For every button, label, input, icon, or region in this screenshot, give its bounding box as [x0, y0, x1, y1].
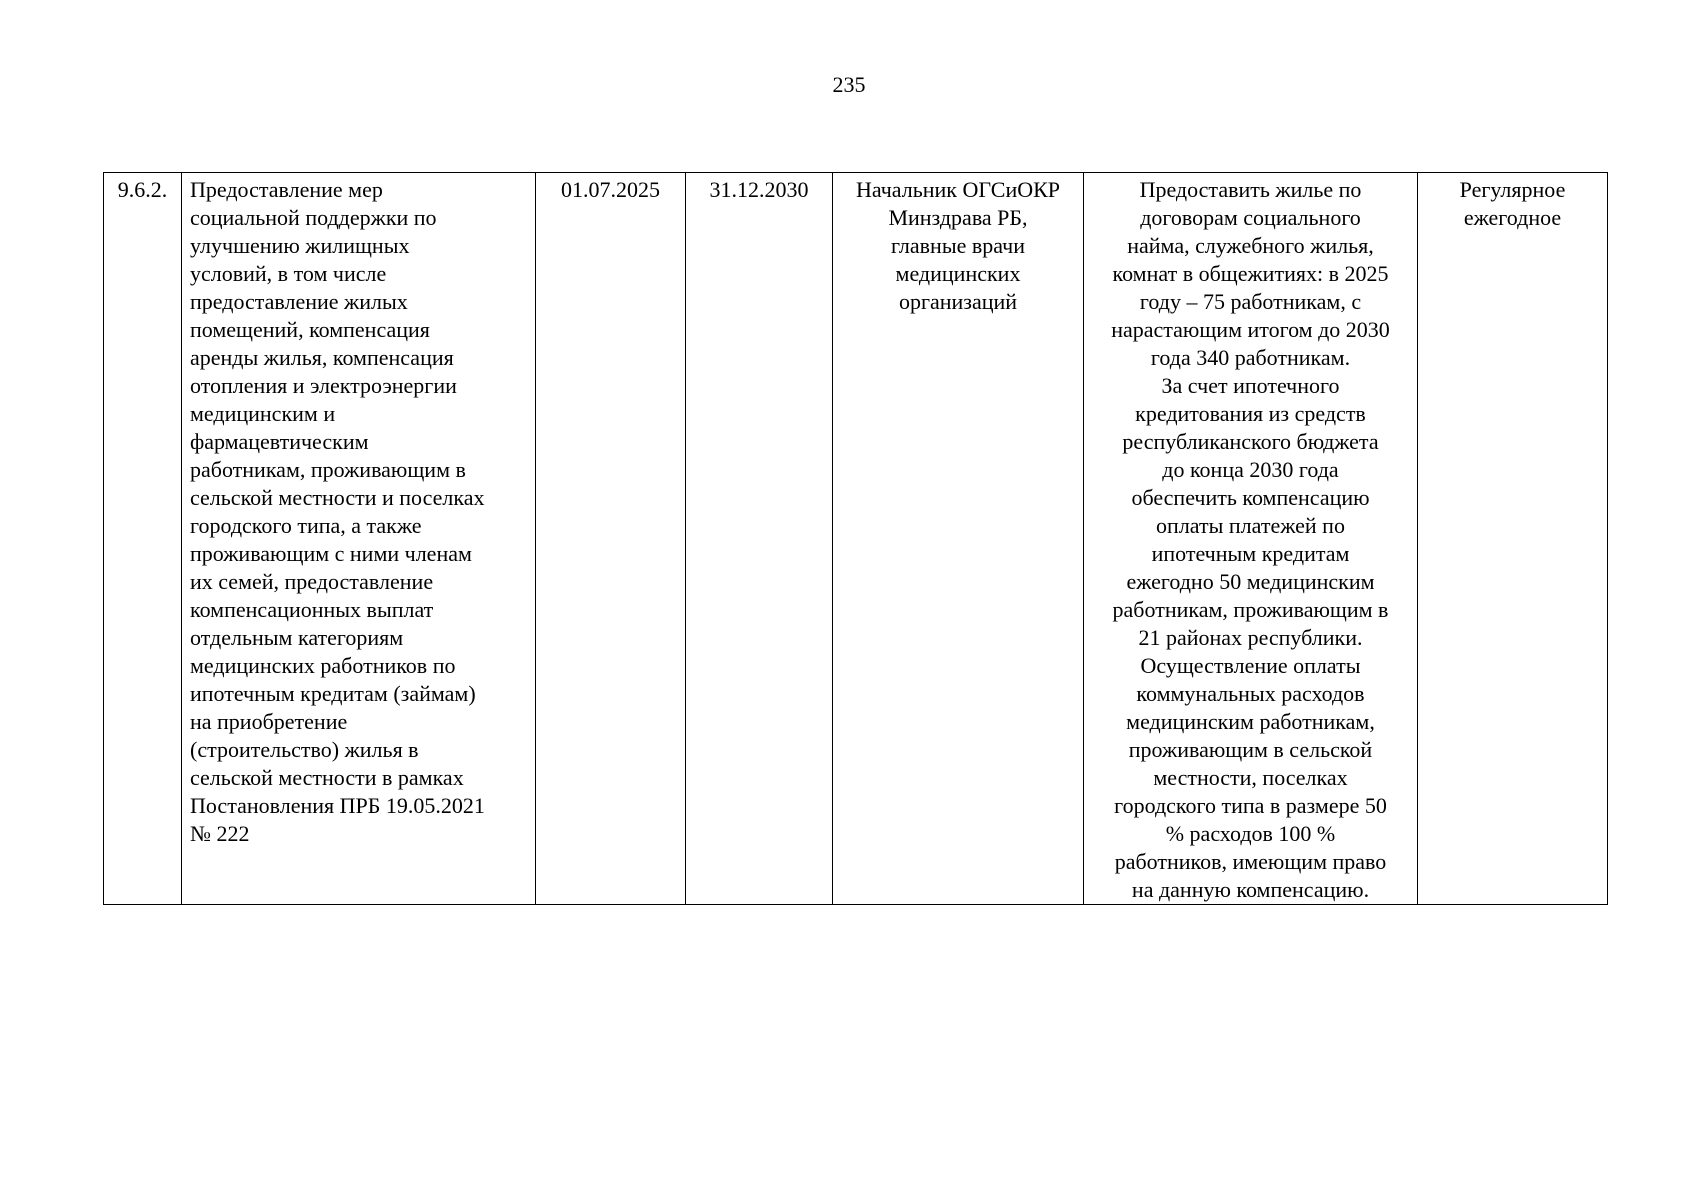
result-line: % расходов 100 % [1165, 821, 1336, 846]
result-line: проживающим в сельской [1128, 737, 1373, 762]
result-line: коммунальных расходов [1136, 681, 1365, 706]
result-line: республиканского бюджета [1122, 429, 1379, 454]
result-line: на данную компенсацию. [1131, 877, 1370, 902]
result-line: году – 75 работникам, с [1139, 289, 1362, 314]
description-line: сельской местности в рамках [190, 765, 464, 790]
description-line: ипотечным кредитам (займам) [190, 681, 476, 706]
description-line: № 222 [190, 821, 250, 846]
description-line: их семей, предоставление [190, 569, 434, 594]
responsible-line: медицинских [895, 261, 1021, 286]
description-line: улучшению жилищных [190, 233, 410, 258]
result-line: городского типа в размере 50 [1114, 793, 1387, 818]
item-number: 9.6.2. [117, 177, 168, 202]
result-line: работникам, проживающим в [1112, 597, 1389, 622]
result-line: Предоставить жилье по [1139, 177, 1362, 202]
result-line: работников, имеющим право [1114, 849, 1387, 874]
result-line: найма, служебного жилья, [1127, 233, 1374, 258]
result-line: кредитования из средств [1135, 401, 1366, 426]
result-line: договорам социального [1140, 205, 1361, 230]
start-date: 01.07.2025 [561, 177, 660, 202]
description-cell [182, 173, 536, 905]
plan-table [103, 172, 1608, 905]
description-line: на приобретение [190, 709, 348, 734]
responsible-line: организаций [898, 289, 1018, 314]
description-line: социальной поддержки по [190, 205, 437, 230]
result-line: местности, поселках [1153, 765, 1348, 790]
result-line: до конца 2030 года [1162, 457, 1339, 482]
description-line: Предоставление мер [190, 177, 383, 202]
description-line: медицинских работников по [190, 653, 456, 678]
result-line: нарастающим итогом до 2030 [1111, 317, 1390, 342]
frequency-line: ежегодное [1463, 205, 1562, 230]
description-line: Постановления ПРБ 19.05.2021 [190, 793, 485, 818]
result-line: 21 районах республики. [1138, 625, 1363, 650]
description-line: компенсационных выплат [190, 597, 434, 622]
result-line: За счет ипотечного [1161, 373, 1340, 398]
description-line: сельской местности и поселках [190, 485, 485, 510]
responsible-line: главные врачи [891, 233, 1025, 258]
end-date: 31.12.2030 [709, 177, 809, 202]
result-line: оплаты платежей по [1156, 513, 1345, 538]
description-line: отдельным категориям [190, 625, 404, 650]
responsible-line: Начальник ОГСиОКР [855, 177, 1061, 202]
description-line: отопления и электроэнергии [190, 373, 457, 398]
description-line: (строительство) жилья в [190, 737, 419, 762]
description-line: условий, в том числе [190, 261, 387, 286]
expected-result-cell [1084, 173, 1418, 905]
description-line: помещений, компенсация [190, 317, 430, 342]
start-date-cell [536, 173, 686, 905]
description-line: проживающим с ними членам [190, 541, 472, 566]
frequency-line: Регулярное [1459, 177, 1566, 202]
description-line: аренды жилья, компенсация [190, 345, 454, 370]
result-line: ипотечным кредитам [1151, 541, 1350, 566]
result-line: обеспечить компенсацию [1131, 485, 1370, 510]
result-line: медицинским работникам, [1126, 709, 1375, 734]
result-line: ежегодно 50 медицинским [1126, 569, 1375, 594]
description-line: городского типа, а также [190, 513, 422, 538]
frequency-cell [1418, 173, 1608, 905]
page-number: 235 [832, 72, 866, 97]
description-line: работникам, проживающим в [190, 457, 466, 482]
result-line: Осуществление оплаты [1140, 653, 1361, 678]
description-line: медицинским и [190, 401, 336, 426]
result-line: года 340 работникам. [1150, 345, 1351, 370]
responsible-cell [833, 173, 1084, 905]
description-line: фармацевтическим [190, 429, 369, 454]
item-number-cell [104, 173, 182, 905]
responsible-line: Минздрава РБ, [888, 205, 1028, 230]
end-date-cell [686, 173, 833, 905]
result-line: комнат в общежитиях: в 2025 [1112, 261, 1389, 286]
description-line: предоставление жилых [190, 289, 408, 314]
table-row [104, 173, 1608, 905]
